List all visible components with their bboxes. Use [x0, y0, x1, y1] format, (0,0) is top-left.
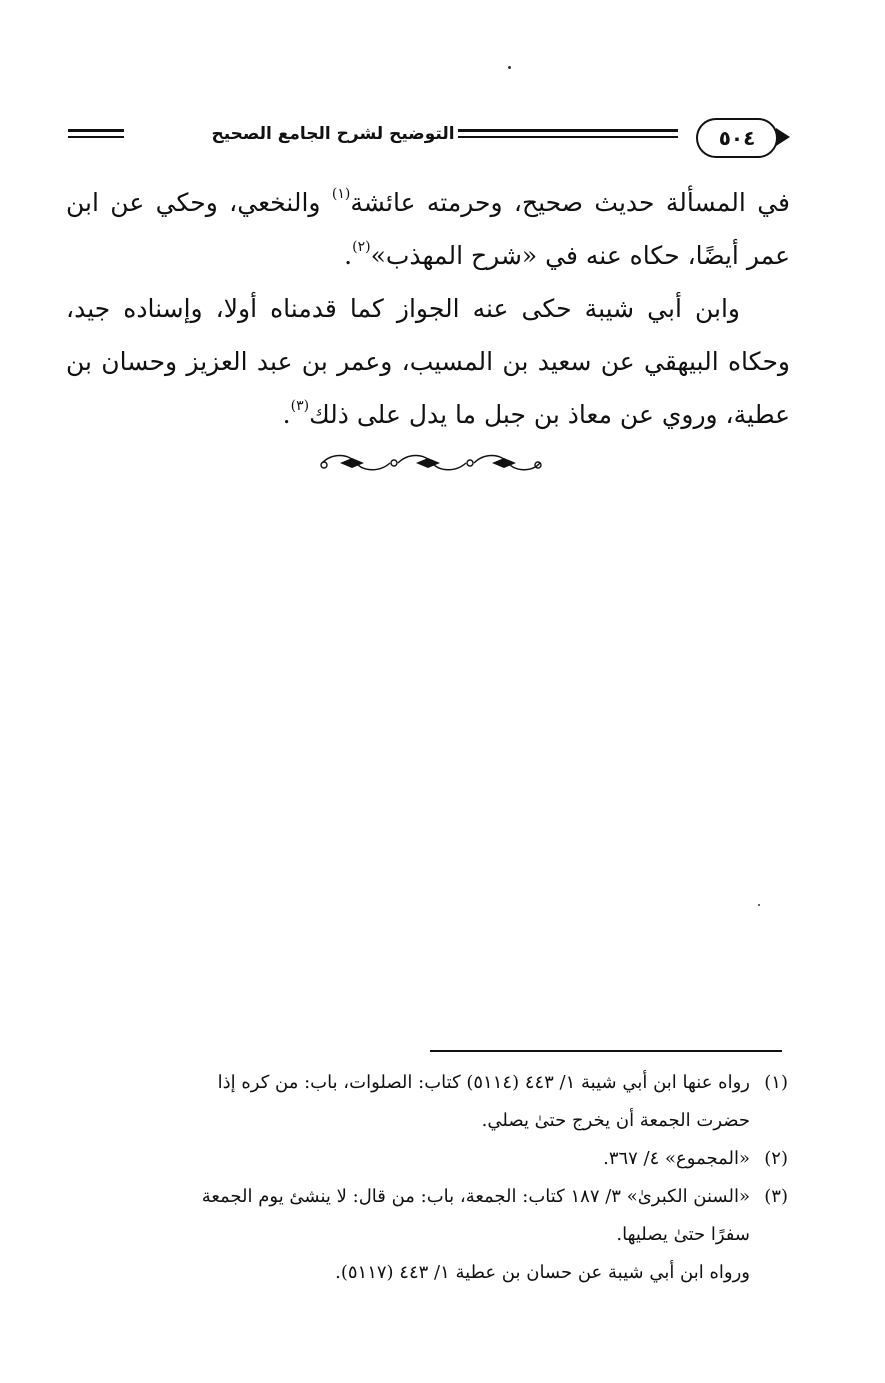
paragraph-2: [66, 282, 790, 441]
running-title: التوضيح لشرح الجامع الصحيح: [208, 124, 458, 144]
footnote-2-line-1: «المجموع» ٤/ ٣٦٧.: [603, 1148, 750, 1169]
footnote-ref-1[interactable]: (١): [331, 186, 351, 202]
footnote-1-line-1: رواه عنها ابن أبي شيبة ١/ ٤٤٣ (٥١١٤) كتاب: الصلوات، باب: من كره إذا: [217, 1072, 750, 1093]
footnotes: [66, 1064, 788, 1292]
footnote-1: [66, 1064, 788, 1140]
footnote-3-line-1: «السنن الكبرىٰ» ٣/ ١٨٧ كتاب: الجمعة، باب: من قال: لا ينشئ يوم الجمعة: [201, 1186, 750, 1207]
paragraph-1-text-a: في المسألة حديث صحيح، وحرمته عائشة: [350, 188, 790, 217]
footnote-ref-2[interactable]: (٢): [352, 239, 371, 255]
main-text: [66, 176, 790, 441]
page-header: [68, 116, 790, 162]
footnote-ref-3[interactable]: (٣): [290, 398, 310, 414]
footnote-2-number: (٢): [764, 1148, 788, 1169]
footnote-separator: [430, 1050, 782, 1052]
section-ornament: [318, 450, 543, 476]
footnote-1-line-2: حضرت الجمعة أن يخرج حتىٰ يصلي.: [481, 1110, 750, 1131]
footnote-2: [66, 1140, 788, 1178]
paragraph-2-text-b: .: [282, 400, 291, 429]
page-number-badge-tip: [776, 128, 790, 146]
scan-speck: [758, 904, 760, 906]
footnote-2-text: [66, 1140, 750, 1178]
footnote-1-number: (١): [764, 1072, 788, 1093]
footnote-3-line-2: سفرًا حتىٰ يصليها.: [616, 1224, 750, 1245]
paragraph-1-text-b: والنخعي، وحكي عن ابن عمر أيضًا، حكاه عنه في «شرح المهذب»: [66, 188, 790, 270]
footnote-3-text: [66, 1178, 750, 1292]
footnote-3-line-3: ورواه ابن أبي شيبة عن حسان بن عطية ١/ ٤٤٣ (٥١١٧).: [335, 1262, 750, 1283]
header-rule-left-thin: [68, 136, 124, 138]
page-number: ٥٠٤: [696, 118, 778, 158]
footnote-3-number: (٣): [764, 1186, 788, 1207]
footnote-1-text: [66, 1064, 750, 1140]
paragraph-1: [66, 176, 790, 282]
header-rule-left: [68, 129, 124, 132]
scan-speck: [508, 66, 511, 69]
paragraph-2-text-a: وابن أبي شيبة حكى عنه الجواز كما قدمناه أولا، وإسناده جيد، وحكاه البيهقي عن سعيد بن المسيب، وعمر بن عبد العزيز وحسان بن عطية، وروي عن معاذ بن جبل ما يدل على ذلك: [66, 294, 790, 429]
footnote-3: [66, 1178, 788, 1292]
paragraph-1-text-c: .: [344, 241, 353, 270]
